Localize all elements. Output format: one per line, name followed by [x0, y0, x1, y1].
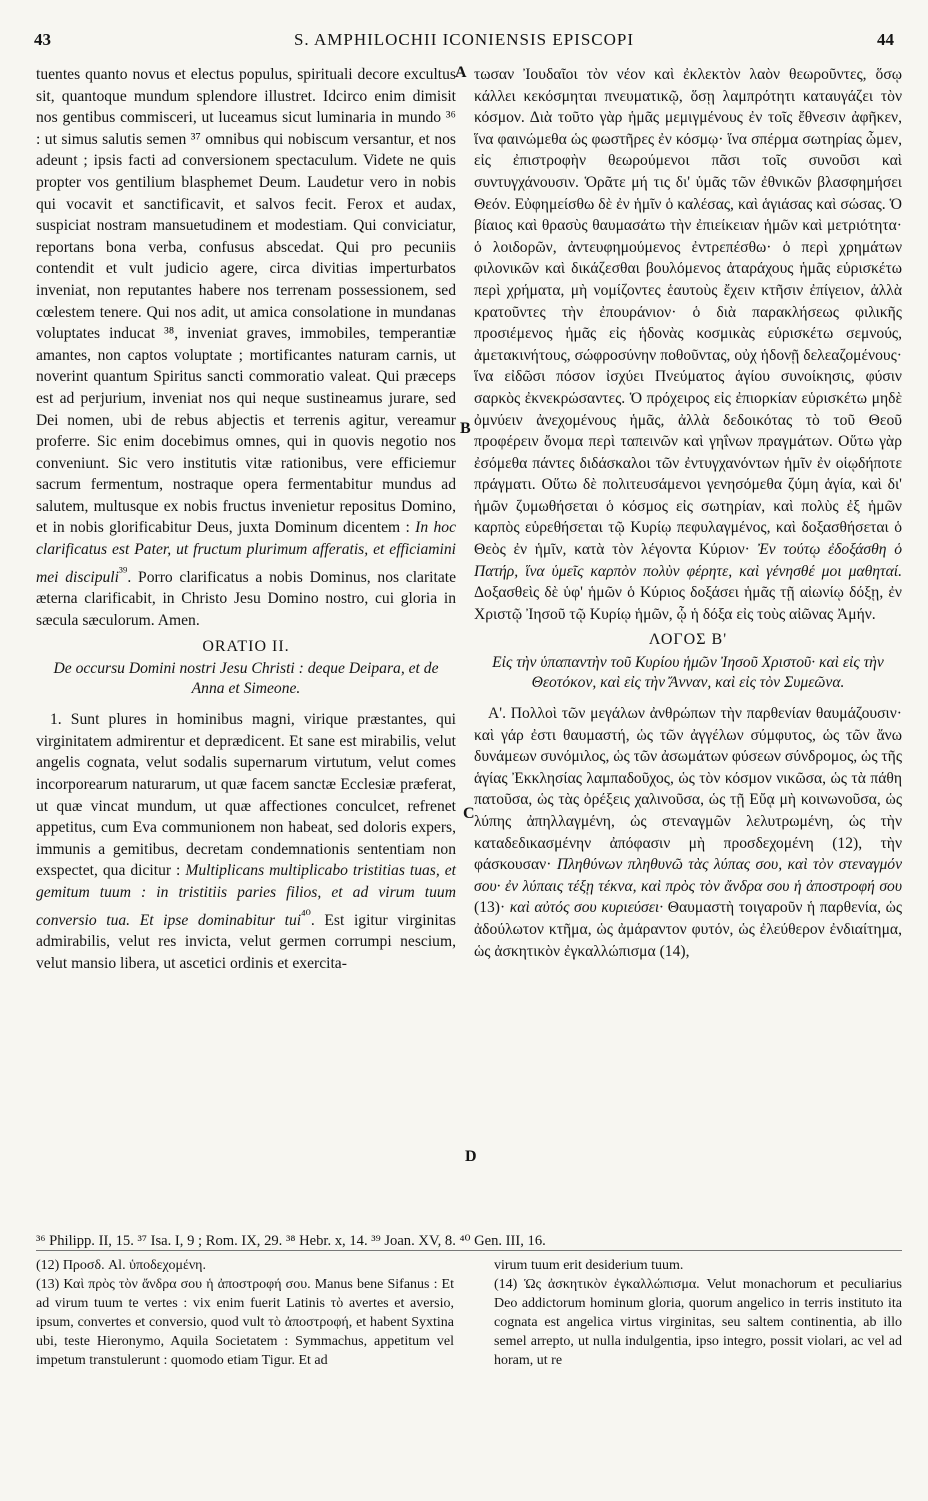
greek-column	[474, 64, 902, 962]
greek-paragraph-2: Α'. Πολλοὶ τῶν μεγάλων ἀνθρώπων τὴν παρθενίαν θαυμάζουσιν· καὶ γάρ ἐστι θαυμαστή, ὡς τῶν ἀγγέλων σύμφυτος, ὡς τῶν ἄνω δυνάμεων συνόμιλος, ὡς τῶν ἀσωμάτων φύσεων σύνδρομος, ὡς τῆς ἁγίας Ἐκκλησίας λαμπαδοῦχος, ὡς τὸν κόσμον νικῶσα, ὡς τὰ πάθη πατοῦσα, ὡς τὰς ὀρέξεις χαλινοῦσα, ὡς τῇ Εὔᾳ μὴ κοινωνοῦσα, ὡς λύπης ἀπηλλαγμένη, ὡς στεναγμῶν λελυτρωμένη, ὡς τὴν καταδεδικασμένην ἀπόφασιν μὴ προσδεχομένη (12), τὴν φάσκουσαν· Πληθύνων πληθυνῶ τὰς λύπας σου, καὶ τὸν στεναγμόν σου· ἐν λύπαις τέξῃ τέκνα, καὶ πρὸς τὸν ἄνδρα σου ἡ ἀποστροφή σου (13)· καὶ αὐτός σου κυριεύσει· Θαυμαστὴ τοιγαροῦν ἡ παρθενία, ὡς ἀδούλωτον κτῆμα, ὡς ἀμάραντον φυτόν, ὡς ἐλεύθερον ἐνδιαίτημα, ὡς ἀσκητικὸν ἐγκαλλώπισμα (14),	[474, 705, 903, 960]
margin-marker-c: C	[463, 805, 475, 822]
note-text-right: virum tuum erit desiderium tuum. (14) Ὡς ἀσκητικὸν ἐγκαλλώπισμα. Velut monachorum et peculiarius Deo addictorum hominum gloria, quorum angelico in terris instituto ita cognata est angelica virtus virginitas, seu saltem continentia, ab illo semel arrepto, ut nulla indulgentia, ipso integro, possit violari, ac vel ad horam, ut re	[494, 1258, 902, 1368]
oratio-title: ORATIO II.	[202, 637, 290, 655]
scripture-references: ³⁶ Philipp. II, 15. ³⁷ Isa. I, 9 ; Rom. IX, 29. ³⁸ Hebr. x, 14. ³⁹ Joan. XV, 8. ⁴⁰ Gen. III, 16.	[36, 1233, 546, 1249]
note-text-left: (12) Προσδ. Al. ὑποδεχομένη. (13) Καὶ πρὸς τὸν ἄνδρα σου ἡ ἀποστροφή σου. Manus bene Sifanus : Et ad virum tuum te vertes : vix enim fuerit Latinis τὸ avertes et aversio, ipsum, convertes et conversio, quod vult τὸ ἀποστροφή, et habent Syxtina ubi, teste Hieronymo, Aquila Societatem : Symmachus, appetitum vel impetum transtulerunt : quomodo etiam Tigur. Et ad	[36, 1258, 454, 1368]
oratio-subtitle: De occursu Domini nostri Jesu Christi : deque Deipara, et de Anna et Simeone.	[53, 660, 439, 698]
greek-paragraph-1: τωσαν Ἰουδαῖοι τὸν νέον καὶ ἐκλεκτὸν λαὸν θεωροῦντες, ὅσῳ κάλλει κεκόσμηται πνευματικῷ, ὅσῃ λαμπρότητι καταυγάζει τὸν κόσμον. Διὰ τοῦτο γὰρ ἡμᾶς μεμιγμένους ἐν τοῖς ἔθνεσιν ἀφῆκεν, ἵνα φαινώμεθα ὡς φωστῆρες ἐν κόσμῳ· ἵνα σπέρμα σωτηρίας ὦμεν, εἰς ἐπιστροφὴν θεωρούμενοι πᾶσι τοῖς συνοῦσι καὶ συντυγχάνουσιν. Ὁρᾶτε μή τις δι' ὑμᾶς τῶν ἐθνικῶν βλασφημήσει Θεόν. Εὐφημείσθω δὲ ἐν ἡμῖν ὁ καλέσας, καὶ ἁγιάσας καὶ σώσας. Ὁ βίαιος καὶ θρασὺς θαυμασάτω τὴν ἐπιείκειαν ἡμῶν καὶ μετριότητα· ὁ λοιδορῶν, ἀντευφημούμενος ἐντρεπέσθω· ὁ περὶ χρημάτων φιλονικῶν καὶ δικάζεσθαι βουλόμενος ἀταράχους ἡμᾶς εὑρισκέτω περὶ χρήματα, μὴ νομίζοντες ἑαυτοὺς ἔχειν κτῆσιν ἐπίγειον, ἀλλὰ κρατοῦντες τὴν ἐπουράνιον· ὁ διὰ παρακλήσεως φιλικῆς προσιέμενος ἡμᾶς εἰς ἡδονὰς κοσμικὰς εὑρισκέτω σεμνούς, ἀμετακινήτους, σώφροσύνην ποθοῦντας, οὐχ ἡδονῇ δελεαζομένους· ἵνα εἰδῶσι πόσον ἰσχύει Πνεύματος ἁγίου συνοίκησις, φύσιν σαρκὸς ἐκνεκρώσαντες. Ὁ πρόχειρος εἰς ἐπιορκίαν εὑρισκέτω μηδὲ ὀμνύειν ἀνεχομένους ἡμᾶς, ἀλλὰ δεδοικότας τὸ τοῦ Θεοῦ προφέρειν ὄνομα περὶ ταπεινῶν καὶ γηΐνων πραγμάτων. Οὕτω γὰρ ἐσόμεθα πάντες διδάσκαλοι τῶν ἐντυγχανόντων ἡμῖν ἐν οἱῳδήποτε πράγματι. Οὕτω δὲ πολιτευσάμενοι γενησόμεθα ζύμη ἁγία, καὶ δι' ἡμῶν ζυμωθήσεται ὁ κόσμος εἰς σωτηρίαν, καὶ πολὺς ἐξ ἡμῶν καρπὸς εὑρεθήσεται τῷ Κυρίῳ πεφυλαγμένος, καὶ δοξασθήσεται ὁ Θεὸς ἐν ἡμῖν, κατὰ τὸν λέγοντα Κύριον· Ἐν τούτῳ ἐδοξάσθη ὁ Πατήρ, ἵνα ὑμεῖς καρπὸν πολὺν φέρητε, καὶ γένησθέ μοι μαθηταί. Δοξασθεὶς δὲ ὑφ' ἡμῶν ὁ Κύριος δοξάσει ἡμᾶς τῇ αἰωνίῳ δόξῃ, ἐν Χριστῷ Ἰησοῦ τῷ Κυρίῳ ἡμῶν, ᾧ ἡ δόξα εἰς τοὺς αἰῶνας Ἀμήν.	[474, 66, 902, 623]
margin-marker-a: A	[455, 64, 467, 81]
latin-paragraph-2: 1. Sunt plures in hominibus magni, virique præstantes, qui virginitatem admirentur et deprædicent. Et sane est mirabilis, velut angelis cognata, velut sodalis supernarum virtutum, velut comes incorporearum naturarum, ut quæ facem sanctæ Ecclesiæ præferat, ut quæ vincat mundum, ut quæ affectiones conculcet, refrenet appetitus, cum Eva communionem non habeat, sed doloris expers, immunis a gemitibus, decretam condemnationis sententiam non exspectet, qua dicitur : Multiplicans multiplicabo tristitias tuas, et gemitum tuum : in tristitiis paries filios, et ad virum tuum conversio tua. Et ipse dominabitur tui$^{^{40}}$. Est igitur virginitas admirabilis, velut res invicta, velut germen corrumpi nescium, velut mansio libera, ut ascetici ordinis et exercita-	[36, 711, 456, 972]
notes-right	[494, 1256, 902, 1370]
margin-marker-b: B	[460, 420, 471, 437]
latin-column	[36, 64, 456, 975]
margin-marker-d: D	[465, 1148, 477, 1165]
latin-quote-2: Multiplicans multiplicabo tristitias tuas, et gemitum tuum : in tristitiis paries filios, et ad virum tuum conversio tua. Et ipse dominabitur tui	[36, 862, 456, 929]
page-header	[34, 30, 894, 58]
latin-paragraph-1: tuentes quanto novus et electus populus, spirituali decore excultus sit, quantoque mundum splendore illustret. Idcirco enim dimisit nos gentibus commisceri, ut luceamus sicut luminaria in mundo ³⁶ : ut simus salutis semen ³⁷ omnibus qui nobiscum versantur, et nos adeunt ; ipsis facti ad conversionem spectaculum. Videte ne quis propter vos gentilium blasphemet Deum. Laudetur vero in nobis qui vocavit et sanctificavit, et salvos fecit. Ferox et audax, suspiciat nostram mansuetudinem et modestiam. Qui conviciatur, reportans bona verba, confusus abscedat. Qui pro pecuniis contendit et vult judicio agere, circa divitias imperturbatos inveniat, non reputantes habere nos terrenam possessionem, sed cœlestem tenere. Qui nos adit, ut amica consolatione in mundanas voluptates inducat ³⁸, inveniat graves, immobiles, temperantiæ amantes, non captos voluptate ; mortificantes naturam carnis, ut noverint quantum Spiritus sancti commoratio valeat. Qui præceps est ad perjurium, inveniat nos qui neque sustineamus jurare, sed Dei nomen, ubi de rebus abjectis et terrenis agitur, vereamur proferre. Sic enim docebimus omnes, qui in quovis negotio nos conveniunt. Sic vero institutis vitæ rationibus, vere efficiemur sacrum fermentum, nostraque opera fermentabitur mundus ad salutem, multusque ex nobis fructus invenietur repositus Domino, et in nobis glorificabitur Deus, juxta Dominum dicentem : In hoc clarificatus est Pater, ut fructum plurimum afferatis, et efficiamini mei discipuli$^{^{39}}$. Porro clarificatus a nobis Dominus, nos claritate æterna clarificabit, in Christo Jesu Domino nostro, cui gloria in sæcula sæculorum. Amen.	[36, 66, 456, 630]
logos-title: ΛΟΓΟΣ Β'	[648, 631, 728, 649]
greek-quote-1: Ἐν τούτῳ ἐδοξάσθη ὁ Πατήρ, ἵνα ὑμεῖς καρπὸν πολὺν φέρητε, καὶ γένησθέ μοι μαθηταί.	[474, 541, 902, 580]
greek-quote-2: Πληθύνων πληθυνῶ τὰς λύπας σου, καὶ τὸν στεναγμόν σου· ἐν λύπαις τέξῃ τέκνα, καὶ πρὸς τὸν ἄνδρα σου ἡ ἀποστροφή σου	[474, 856, 902, 895]
footnote-divider	[36, 1250, 902, 1251]
latin-quote-1: In hoc clarificatus est Pater, ut fructum plurimum afferatis, et efficiamini mei discipuli	[36, 519, 456, 586]
logos-subtitle: Εἰς τὴν ὑπαπαντὴν τοῦ Κυρίου ἡμῶν Ἰησοῦ Χριστοῦ· καὶ εἰς τὴν Θεοτόκον, καὶ εἰς τὴν Ἄνναν, καὶ εἰς τὸν Συμεῶνα.	[492, 654, 884, 692]
running-title: S. AMPHILOCHII ICONIENSIS EPISCOPI	[293, 30, 635, 49]
notes-left	[36, 1256, 454, 1370]
page-number-left: 43	[34, 30, 51, 49]
page-number-right: 44	[877, 30, 894, 49]
